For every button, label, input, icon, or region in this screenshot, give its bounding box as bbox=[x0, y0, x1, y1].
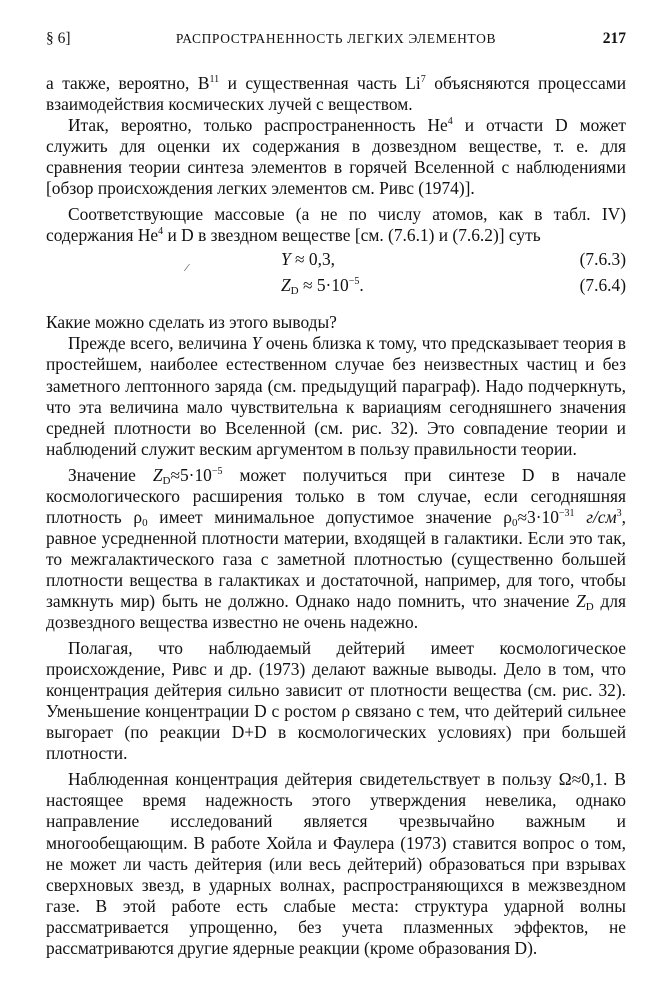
paragraph-4: Какие можно сделать из этого выводы? bbox=[46, 312, 337, 333]
paragraph-3: Соответствующие массовые (а не по числу атомов, как в табл. IV) содержания He$^4$ и D в звездном веществе [см. (7.6.1) и (7.6.2)] суть bbox=[46, 204, 626, 246]
equation-math: $Z_D \approx 5\cdot 10^{-5}$. bbox=[281, 275, 364, 298]
section-number: § 6] bbox=[46, 30, 71, 47]
paragraph-6: Значение $Z_D\approx 5\cdot 10^{-5}$ может получиться при синтезе D в начале космологического расширения только в том случае, если сегодняшняя плотность $\rho_0$ имеет минимальное допустимое значение $\rho_0\approx 3\cdot 10^{-31}$ $г/см^3$, равное усредненной плотности материи, входящей в галактики. Если это так, то межгалактического газа с заметной плотностью (существенно большей плотности вещества в галактиках и достаточной, например, для того, чтобы замкнуть мир) быть не должно. Однако надо помнить, что значение $Z_D$ для дозвездного вещества известно не очень надежно. bbox=[46, 464, 627, 633]
running-title: РАСПРОСТРАНЕННОСТЬ ЛЕГКИХ ЭЛЕМЕНТОВ bbox=[175, 31, 497, 46]
page-number: 217 bbox=[602, 30, 626, 47]
paragraph-8: Наблюденная концентрация дейтерия свидетельствует в пользу Ω≈0,1. В настоящее время надежность этого утверждения невелика, однако направление исследований является чрезвычайно важным и многообещающим. В работе Хойла и Фаулера (1973) ставится вопрос о том, не может ли часть дейтерия (или весь дейтерий) образоваться при взрывах сверхновых звезд, в ударных волнах, распространяющихся в межзвездном газе. В этой работе есть слабые места: структура ударной волны рассматривается упрощенно, без учета плазменных эффектов, не рассматриваются другие ядерные реакции (кроме образования D). bbox=[46, 769, 626, 958]
paragraph-7: Полагая, что наблюдаемый дейтерий имеет космологическое происхождение, Ривс и др. (1973) делают важные выводы. Дело в том, что концентрация дейтерия сильно зависит от плотности вещества (см. рис. 32). Уменьшение концентрации D с ростом ρ связано с тем, что дейтерий сильнее выгорает (по реакции D+D в космологических условиях) при большей плотности. bbox=[46, 638, 626, 764]
paragraph-2: Итак, вероятно, только распространенность He$^4$ и отчасти D может служить для оценки их содержания в дозвездном веществе, т. е. для сравнения теории синтеза элементов в горячей Вселенной с наблюдениями [обзор происхождения легких элементов см. Ривс (1974)]. bbox=[46, 115, 626, 199]
book-page bbox=[46, 30, 626, 959]
page-header bbox=[46, 30, 626, 54]
paragraph-5: Прежде всего, величина Y очень близка к тому, что предсказывает теория в простейшем, наиболее естественном случае без неизвестных частиц и без заметного лептонного заряда (см. предыдущий параграф). Надо подчеркнуть, что эта величина мало чувствительна к вариациям сегодняшнего значения средней плотности во Вселенной (см. рис. 32). Это совпадение теории и наблюдений служит веским аргументом в пользу правильности теории. bbox=[46, 333, 626, 459]
paragraph-1: а также, вероятно, $B^{11}$ и существенная часть Li$^7$ объясняются процессами взаимодействия космических лучей с веществом. bbox=[46, 73, 627, 115]
stray-mark: ⁄ bbox=[186, 262, 188, 275]
equation-number: (7.6.4) bbox=[579, 275, 626, 296]
equation-math: Y ≈ 0,3, bbox=[281, 249, 335, 270]
equation-7-6-3 bbox=[46, 246, 626, 275]
body-text bbox=[46, 73, 626, 959]
equation-number: (7.6.3) bbox=[579, 249, 626, 270]
equation-7-6-4 bbox=[46, 272, 626, 298]
